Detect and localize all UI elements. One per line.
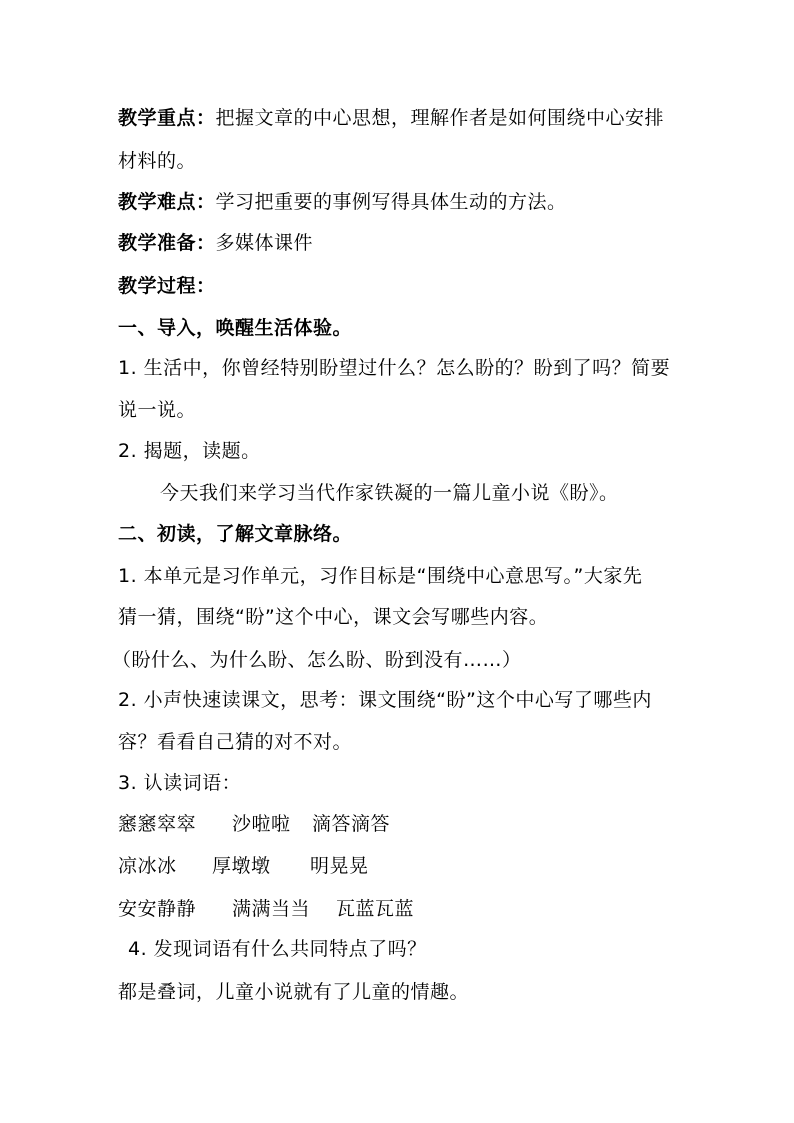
word: 明晃晃 [310, 855, 369, 877]
teaching-difficulty-line [118, 190, 567, 214]
teaching-preparation-label: 教学准备： [118, 232, 216, 254]
word: 凉冰冰 [118, 855, 177, 877]
section-1-item-1-line-2: 说一说。 [118, 399, 197, 421]
section-2-answer: 都是叠词，儿童小说就有了儿童的情趣。 [118, 981, 470, 1003]
word-row-2 [118, 854, 369, 878]
teaching-focus-label: 教学重点： [118, 107, 216, 129]
teaching-difficulty-text: 学习把重要的事例写得具体生动的方法。 [215, 191, 567, 213]
word-row-1 [118, 812, 390, 836]
section-2-item-1-line-2: 猜一猜，围绕“盼”这个中心，课文会写哪些内容。 [118, 606, 549, 628]
word: 厚墩墩 [212, 855, 271, 877]
section-2-item-4: 4. 发现词语有什么共同特点了吗？ [128, 938, 427, 960]
section-2-item-3: 3. 认读词语： [118, 772, 242, 794]
teaching-focus-text: 把握文章的中心思想，理解作者是如何围绕中心安排 [215, 107, 665, 129]
section-1-item-2: 2. 揭题，读题。 [118, 440, 261, 462]
teaching-process-label: 教学过程： [118, 275, 216, 297]
teaching-preparation-text: 多媒体课件 [215, 232, 314, 254]
section-1-item-1-line-1: 1. 生活中，你曾经特别盼望过什么？怎么盼的？盼到了吗？简要 [118, 357, 671, 379]
word: 安安静静 [118, 898, 197, 920]
teaching-focus-line-2: 材料的。 [118, 150, 197, 172]
section-1-paragraph: 今天我们来学习当代作家铁凝的一篇儿童小说《盼》。 [160, 482, 619, 504]
section-2-item-2-line-2: 容？看看自己猜的对不对。 [118, 731, 353, 753]
teaching-preparation-line [118, 231, 313, 255]
teaching-difficulty-label: 教学难点： [118, 191, 216, 213]
section-2-item-1-line-1: 1. 本单元是习作单元，习作目标是“围绕中心意思写。”大家先 [118, 565, 643, 587]
word: 窸窸窣窣 [118, 813, 197, 835]
teaching-focus-line-1 [118, 106, 664, 130]
word-row-3 [118, 897, 414, 921]
word: 满满当当 [232, 898, 311, 920]
section-2-item-2-line-1: 2. 小声快速读课文，思考：课文围绕“盼”这个中心写了哪些内 [118, 689, 652, 711]
word: 瓦蓝瓦蓝 [336, 898, 415, 920]
section-2-heading: 二、初读，了解文章脉络。 [118, 523, 353, 545]
word: 滴答滴答 [312, 813, 391, 835]
section-2-note: （盼什么、为什么盼、怎么盼、盼到没有……） [112, 649, 522, 671]
section-1-heading: 一、导入，唤醒生活体验。 [118, 317, 353, 339]
word: 沙啦啦 [232, 813, 291, 835]
